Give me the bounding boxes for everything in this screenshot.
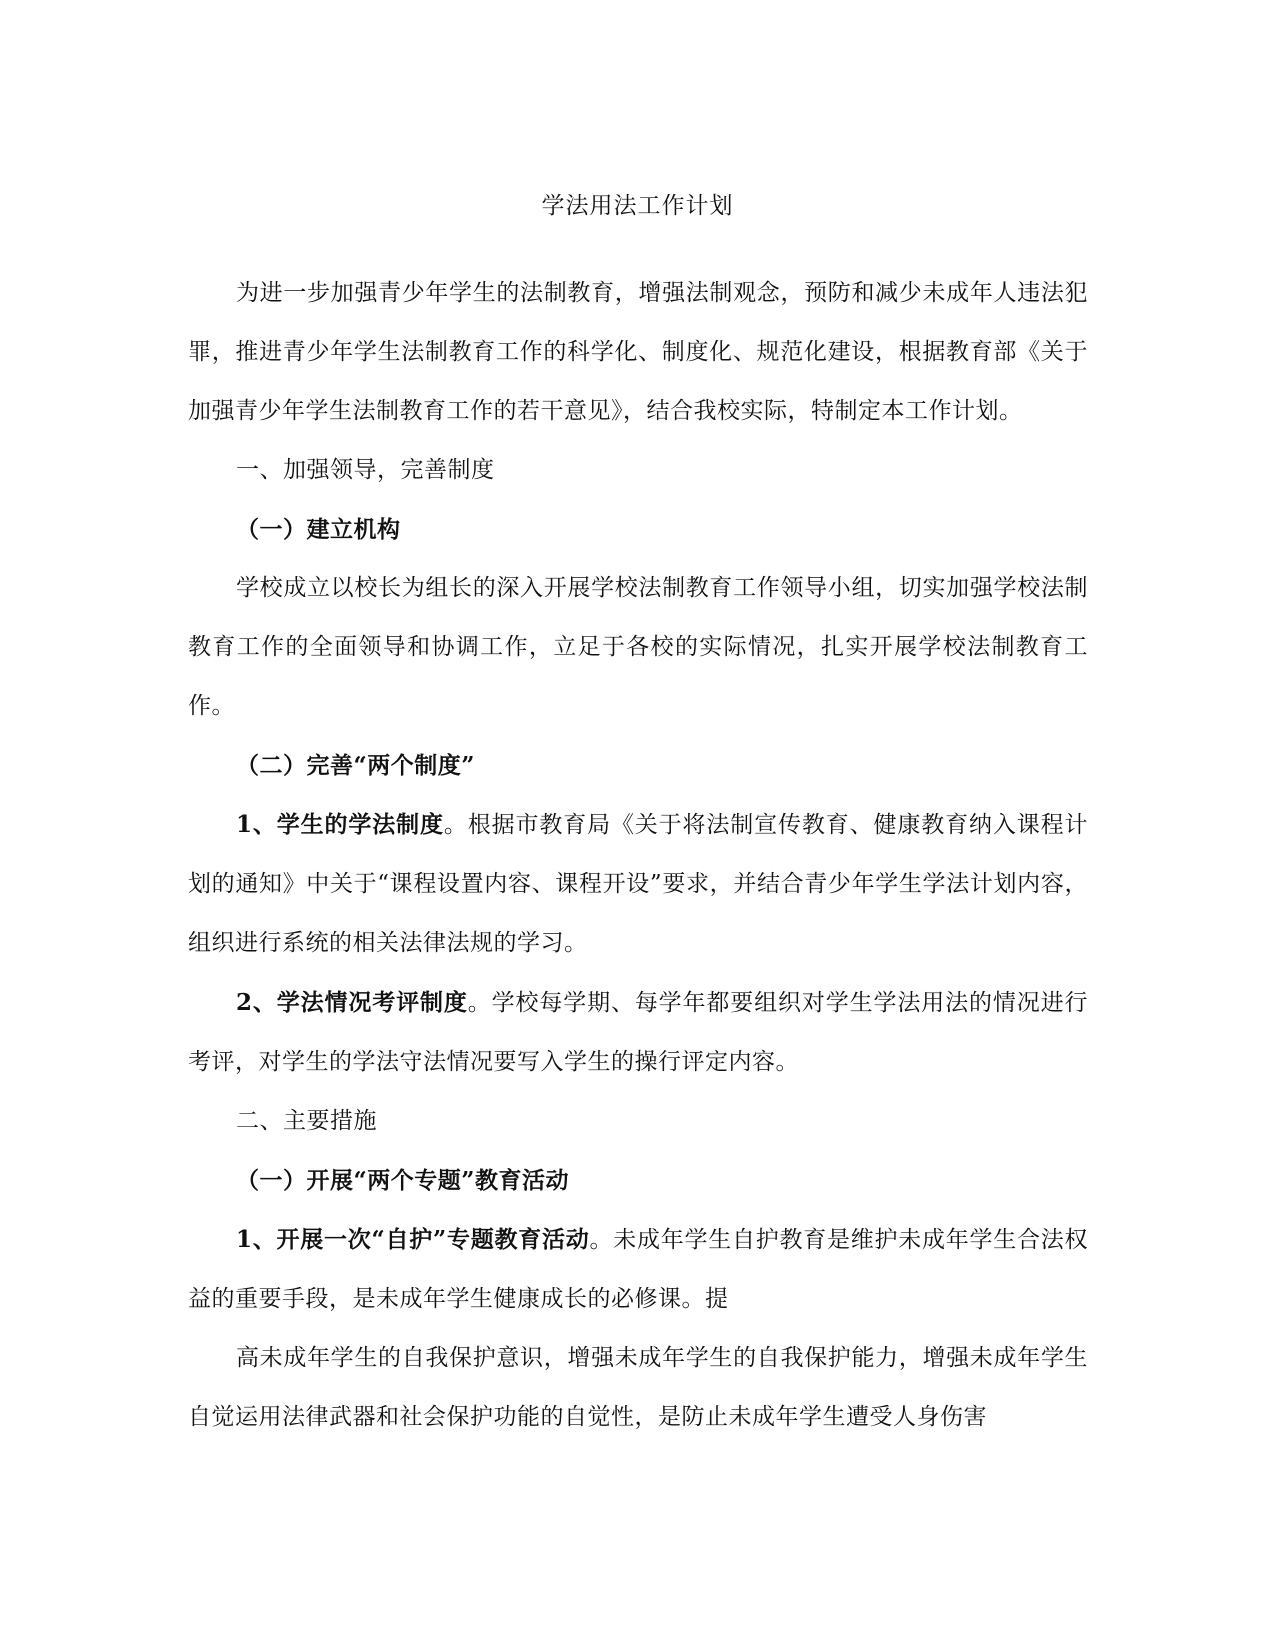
subsection-heading-2-1: （一）开展“两个专题”教育活动 — [236, 1167, 569, 1194]
intro-paragraph: 为进一步加强青少年学生的法制教育，增强法制观念，预防和减少未成年人违法犯罪，推进青少年学生法制教育工作的科学化、制度化、规范化建设，根据教育部《关于加强青少年学生法制教育工作的若干意见》，结合我校实际，特制定本工作计划。 — [188, 280, 1088, 424]
paragraph-study-system — [188, 795, 1088, 973]
paragraph-establish-organization: 学校成立以校长为组长的深入开展学校法制教育工作领导小组，切实加强学校法制教育工作的全面领导和协调工作，立足于各校的实际情况，扎实开展学校法制教育工作。 — [188, 575, 1088, 719]
item-text-self-protection: 。未成年学生自护教育是维护未成年学生合法权益的重要手段，是未成年学生健康成长的必修课。提 — [188, 1227, 1089, 1312]
subsection-heading-1-1: （一）建立机构 — [236, 516, 401, 543]
paragraph-evaluation-system — [188, 973, 1088, 1092]
item-lead-evaluation-system: 2、学法情况考评制度 — [236, 989, 468, 1016]
document-body — [188, 264, 1088, 1447]
document-title: 学法用法工作计划 — [541, 193, 734, 219]
item-text-study-system: 。根据市教育局《关于将法制宣传教育、健康教育纳入课程计划的通知》中关于“课程设置内容、课程开设”要求，并结合青少年学生学法计划内容，组织进行系统的相关法律法规的学习。 — [188, 812, 1088, 956]
section-heading-2: 二、主要措施 — [236, 1108, 377, 1134]
paragraph-continuation: 高未成年学生的自我保护意识，增强未成年学生的自我保护能力，增强未成年学生自觉运用法律武器和社会保护功能的自觉性，是防止未成年学生遭受人身伤害 — [188, 1345, 1088, 1430]
paragraph-self-protection — [188, 1210, 1088, 1329]
subsection-heading-1-2: （二）完善“两个制度” — [236, 752, 475, 779]
item-lead-self-protection: 1、开展一次“自护”专题教育活动 — [236, 1226, 590, 1253]
item-text-evaluation-system: 。学校每学期、每学年都要组织对学生学法用法的情况进行考评，对学生的学法守法情况要写入学生的操行评定内容。 — [188, 990, 1088, 1075]
item-lead-study-system: 1、学生的学法制度 — [236, 811, 444, 838]
section-heading-1: 一、加强领导，完善制度 — [236, 457, 495, 483]
